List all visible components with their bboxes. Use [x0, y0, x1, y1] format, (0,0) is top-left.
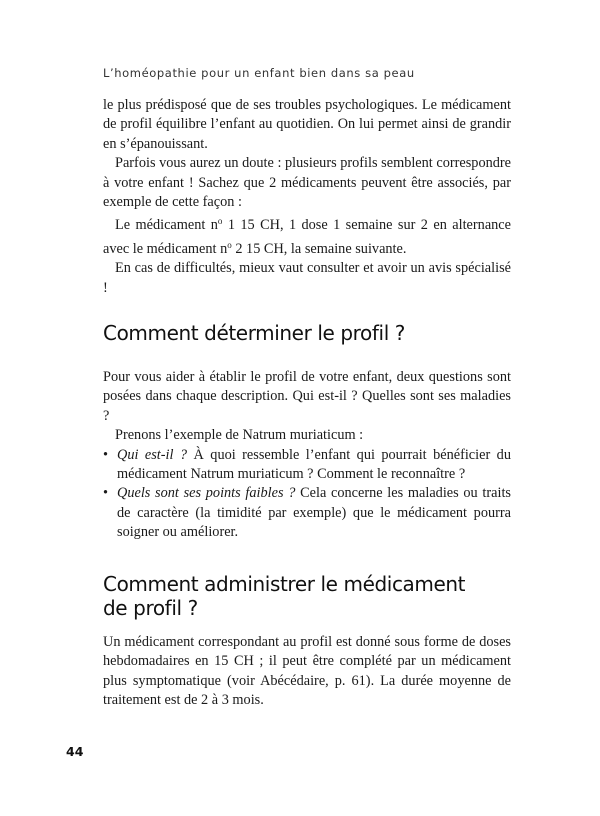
text-run: 2 15 CH, la semaine suivante.: [231, 240, 407, 257]
superscript: o: [217, 216, 223, 227]
superscript: o: [227, 239, 232, 250]
running-head: L’homéopathie pour un enfant bien dans sa peau: [103, 66, 415, 80]
paragraph: En cas de difficultés, mieux vaut consulter et avoir un avis spécialisé !: [103, 260, 511, 296]
bullet-lead: Quels sont ses points faibles ?: [117, 485, 296, 502]
page-number: 44: [66, 744, 84, 759]
heading-line: Comment administrer le médicament: [103, 572, 466, 596]
bullet-lead: Qui est-il ?: [117, 446, 188, 463]
bullet-item: [103, 446, 511, 485]
section-intro: [103, 96, 511, 298]
bullet-text: À quoi ressemble l’enfant qui pourrait bénéficier du médicament Natrum muriaticum ? Comment le reconnaître ?: [117, 446, 511, 483]
bullet-text: Cela concerne les maladies ou traits de caractère (la timidité par exemple) que le médicament pourra soigner ou améliorer.: [117, 485, 511, 541]
heading-line: de profil ?: [103, 596, 198, 620]
text-run: 1 15 CH, 1 dose 1 semaine sur 2 en alternance avec le médicament n: [103, 217, 511, 257]
section-administer: [103, 633, 511, 711]
paragraph: le plus prédisposé que de ses troubles psychologiques. Le médicament de profil équilibre l’enfant au quotidien. On lui permet ainsi de grandir en s’épanouissant.: [103, 97, 511, 152]
section-determine-profile: [103, 368, 511, 543]
paragraph: [103, 212, 511, 259]
bullet-icon: •: [103, 485, 109, 502]
bullet-icon: •: [103, 446, 109, 463]
section-heading: Comment déterminer le profil ?: [103, 321, 406, 345]
section-heading: [103, 572, 523, 620]
paragraph: Parfois vous aurez un doute : plusieurs profils semblent correspondre à votre enfant ! Sachez que 2 médicaments peuvent être associés, par exemple de cette façon :: [103, 155, 511, 211]
text-run: Le médicament n: [115, 217, 218, 234]
bullet-item: [103, 484, 511, 542]
paragraph: Pour vous aider à établir le profil de votre enfant, deux questions sont posées dans chaque description. Qui est-il ? Quelles sont ses maladies ?: [103, 369, 511, 424]
paragraph: Prenons l’exemple de Natrum muriaticum :: [115, 427, 364, 444]
paragraph: Un médicament correspondant au profil est donné sous forme de doses hebdomadaires en 15 CH ; il peut être complété par un médicament plus symptomatique (voir Abécédaire, p. 61). La durée moyenne de traitement est de 2 à 3 mois.: [103, 634, 511, 709]
